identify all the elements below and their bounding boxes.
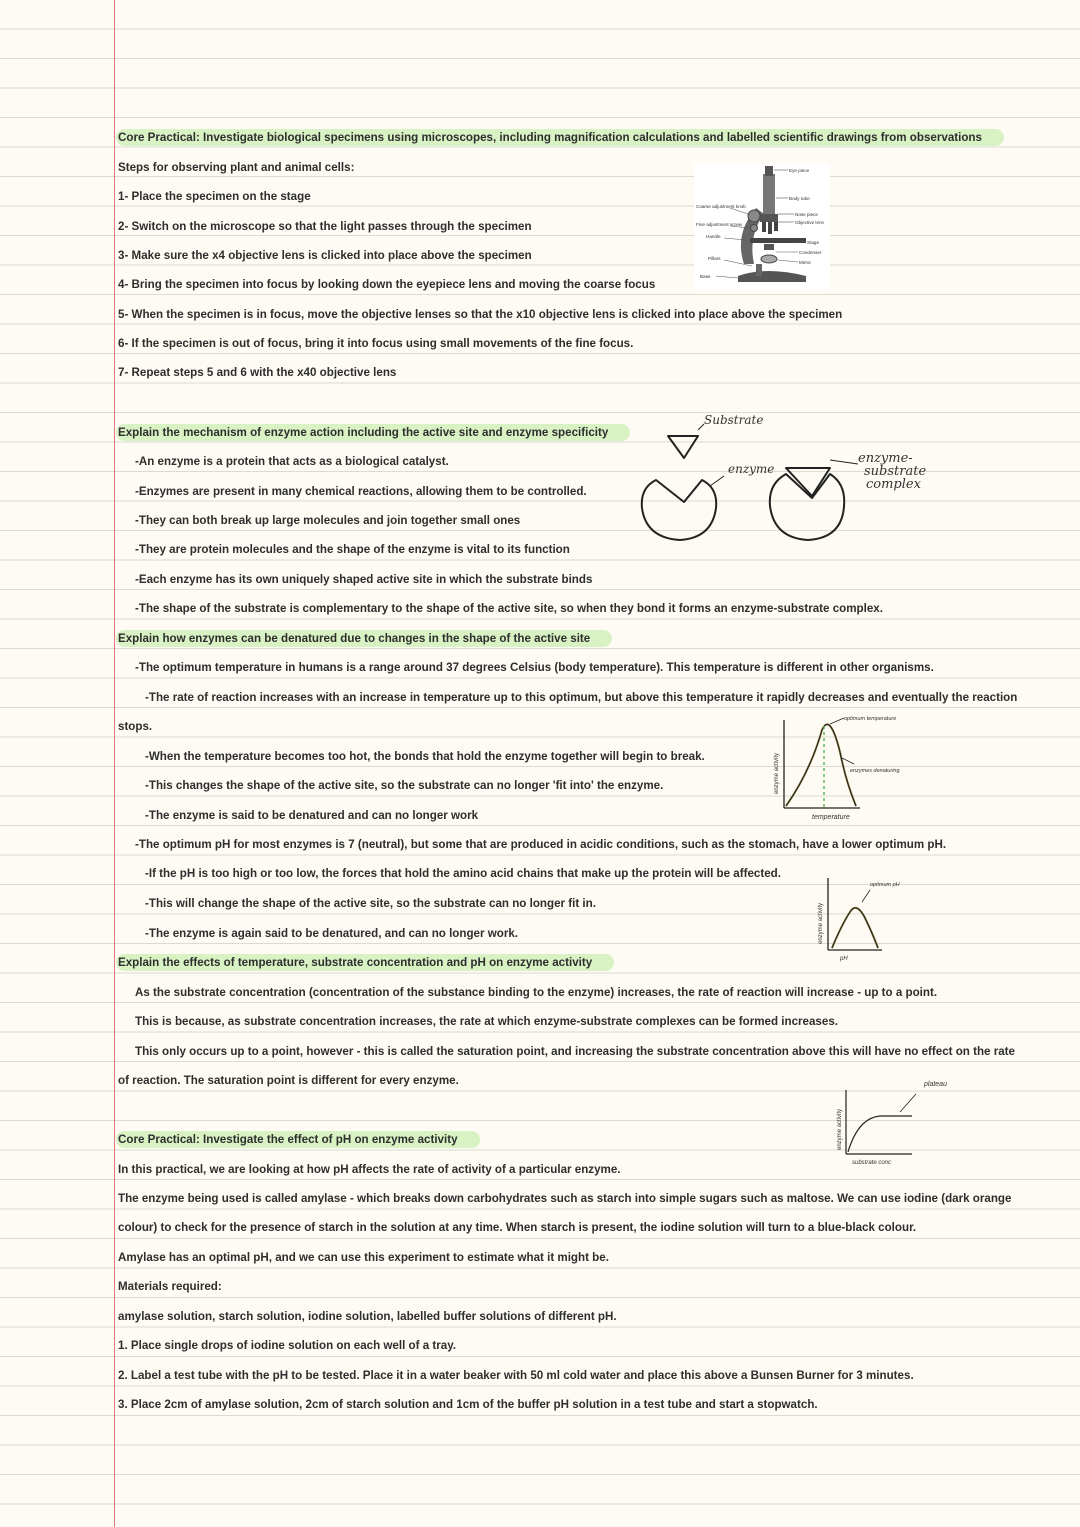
denaturation-line: -This changes the shape of the active site, so the substrate can no longer 'fit into' the enzyme. bbox=[145, 779, 664, 792]
substrate-graph-xlabel: substrate conc bbox=[852, 1160, 892, 1166]
microscope-step: 3- Make sure the x4 objective lens is clicked into place above the specimen bbox=[118, 249, 532, 262]
enzyme-point: -They are protein molecules and the shape of the enzyme is vital to its function bbox=[135, 543, 570, 556]
complex-enzyme-shape bbox=[770, 474, 844, 540]
denaturation-line: -If the pH is too high or too low, the forces that hold the amino acid chains that make up the protein will be affected. bbox=[145, 867, 781, 880]
substrate-graph-plateau-label: plateau bbox=[924, 1081, 947, 1088]
substrate-shape bbox=[668, 436, 698, 458]
label-body-tube: Body tube bbox=[789, 196, 810, 201]
label-coarse-adjustment: Coarse adjustment knob bbox=[696, 204, 746, 209]
label-objective-lens: Objective lens bbox=[795, 220, 824, 225]
ph-practical-line: 1. Place single drops of iodine solution on each well of a tray. bbox=[118, 1339, 457, 1352]
enzyme-mechanism-heading: Explain the mechanism of enzyme action including the active site and enzyme specificity bbox=[118, 426, 630, 440]
enzyme-shape bbox=[642, 480, 716, 540]
ph-practical-line: Materials required: bbox=[118, 1280, 222, 1293]
ph-practical-line: 2. Label a test tube with the pH to be tested. Place it in a water beaker with 50 ml cold water and place this above a Bunsen Burner for 3 minutes. bbox=[118, 1369, 914, 1382]
denaturation-line: stops. bbox=[118, 720, 153, 733]
denaturation-line: -The enzyme is said to be denatured and can no longer work bbox=[145, 809, 479, 822]
temp-graph-fall-label: enzymes denaturing bbox=[850, 768, 900, 774]
effects-line: This is because, as substrate concentration increases, the rate at which enzyme-substrate complexes can be formed increases. bbox=[135, 1015, 838, 1028]
temperature-graph bbox=[760, 712, 900, 824]
label-stage: Stage bbox=[807, 240, 820, 245]
ph-practical-line: 3. Place 2cm of amylase solution, 2cm of starch solution and 1cm of the buffer pH solution in a test tube and start a stopwatch. bbox=[118, 1398, 818, 1411]
ph-graph bbox=[806, 872, 926, 962]
microscope-diagram bbox=[694, 164, 830, 290]
denaturation-line: -When the temperature becomes too hot, the bonds that hold the enzyme together will begin to break. bbox=[145, 750, 705, 763]
enzyme-point: -They can both break up large molecules and join together small ones bbox=[135, 514, 521, 527]
ph-practical-heading: Core Practical: Investigate the effect of pH on enzyme activity bbox=[118, 1133, 480, 1147]
effects-line: As the substrate concentration (concentration of the substance binding to the enzyme) increases, the rate of reaction will increase - up to a point. bbox=[135, 986, 938, 999]
ph-graph-ylabel: enzyme activity bbox=[818, 902, 824, 944]
substrate-label: Substrate bbox=[704, 413, 764, 427]
ph-practical-line: colour) to check for the presence of starch in the solution at any time. When starch is present, the iodine solution will turn to a blue-black colour. bbox=[118, 1221, 917, 1234]
label-pillars: Pillars bbox=[708, 256, 721, 261]
microscope-step: 4- Bring the specimen into focus by looking down the eyepiece lens and moving the coarse focus bbox=[118, 278, 656, 291]
ph-graph-peak-label: optimum pH bbox=[870, 882, 900, 888]
temp-graph-xlabel: temperature bbox=[812, 814, 850, 821]
denaturation-line: -The rate of reaction increases with an increase in temperature up to this optimum, but above this temperature it rapidly decreases and eventually the reaction bbox=[145, 691, 1018, 704]
temp-graph-ylabel: enzyme activity bbox=[774, 752, 780, 794]
ph-graph-curve bbox=[832, 908, 878, 948]
effects-line: of reaction. The saturation point is different for every enzyme. bbox=[118, 1074, 459, 1087]
denaturation-heading: Explain how enzymes can be denatured due to changes in the shape of the active site bbox=[118, 632, 612, 646]
complex-label-line: substrate bbox=[864, 464, 927, 479]
substrate-graph-curve bbox=[848, 1116, 912, 1152]
ph-practical-line: amylase solution, starch solution, iodine solution, labelled buffer solutions of different pH. bbox=[118, 1310, 617, 1323]
microscope-heading: Core Practical: Investigate biological specimens using microscopes, including magnification calculations and labelled scientific drawings from observations bbox=[118, 131, 1004, 145]
ph-graph-curve-outline bbox=[832, 908, 878, 948]
enzyme-point: -Each enzyme has its own uniquely shaped active site in which the substrate binds bbox=[135, 573, 593, 586]
ph-practical-line: In this practical, we are looking at how pH affects the rate of activity of a particular enzyme. bbox=[118, 1163, 621, 1176]
microscope-step: 1- Place the specimen on the stage bbox=[118, 190, 311, 203]
enzyme-point: -The shape of the substrate is complementary to the shape of the active site, so when they bond it forms an enzyme-substrate complex. bbox=[135, 602, 883, 615]
label-base: Base bbox=[700, 274, 711, 279]
temp-graph-curve bbox=[786, 724, 856, 806]
temp-graph-peak-label: optimum temperature bbox=[844, 716, 897, 722]
label-mirror: Mirror bbox=[799, 260, 811, 265]
substrate-graph-ylabel: enzyme activity bbox=[837, 1108, 843, 1150]
microscope-intro: Steps for observing plant and animal cells: bbox=[118, 161, 355, 174]
denaturation-line: -This will change the shape of the active site, so the substrate can no longer fit in. bbox=[145, 897, 596, 910]
effects-heading: Explain the effects of temperature, substrate concentration and pH on enzyme activity bbox=[118, 956, 614, 970]
label-eye-piece: Eye piece bbox=[789, 168, 810, 173]
ph-practical-line: Amylase has an optimal pH, and we can use this experiment to estimate what it might be. bbox=[118, 1251, 609, 1264]
label-handle: Handle bbox=[706, 234, 721, 239]
effects-line: This only occurs up to a point, however - this is called the saturation point, and increasing the substrate concentration above this will have no effect on the rate bbox=[135, 1045, 1015, 1058]
label-nose-piece: Nose piece bbox=[795, 212, 818, 217]
microscope-step: 6- If the specimen is out of focus, bring it into focus using small movements of the fine focus. bbox=[118, 337, 634, 350]
enzyme-point: -An enzyme is a protein that acts as a biological catalyst. bbox=[135, 455, 449, 468]
complex-label-line: complex bbox=[866, 477, 921, 492]
complex-label-line: enzyme- bbox=[858, 451, 913, 466]
substrate-graph bbox=[828, 1074, 968, 1166]
denaturation-line: -The optimum temperature in humans is a range around 37 degrees Celsius (body temperature). This temperature is different in other organisms. bbox=[135, 661, 934, 674]
complex-label bbox=[858, 452, 926, 491]
microscope-step: 7- Repeat steps 5 and 6 with the x40 objective lens bbox=[118, 366, 397, 379]
denaturation-line: -The enzyme is again said to be denatured, and can no longer work. bbox=[145, 927, 519, 940]
enzyme-point: -Enzymes are present in many chemical reactions, allowing them to be controlled. bbox=[135, 485, 587, 498]
microscope-step: 5- When the specimen is in focus, move the objective lenses so that the x10 objective lens is clicked into place above the specimen bbox=[118, 308, 843, 321]
ph-graph-xlabel: pH bbox=[840, 956, 848, 962]
label-fine-adjustment: Fine adjustment screw bbox=[696, 222, 742, 227]
margin-line bbox=[114, 0, 115, 1527]
denaturation-line: -The optimum pH for most enzymes is 7 (neutral), but some that are produced in acidic conditions, such as the stomach, have a lower optimum pH. bbox=[135, 838, 947, 851]
label-condenser: Condenser bbox=[799, 250, 822, 255]
microscope-step: 2- Switch on the microscope so that the light passes through the specimen bbox=[118, 220, 532, 233]
ph-practical-line: The enzyme being used is called amylase - which breaks down carbohydrates such as starch into simple sugars such as maltose. We can use iodine (dark orange bbox=[118, 1192, 1012, 1205]
enzyme-label: enzyme bbox=[728, 462, 775, 476]
